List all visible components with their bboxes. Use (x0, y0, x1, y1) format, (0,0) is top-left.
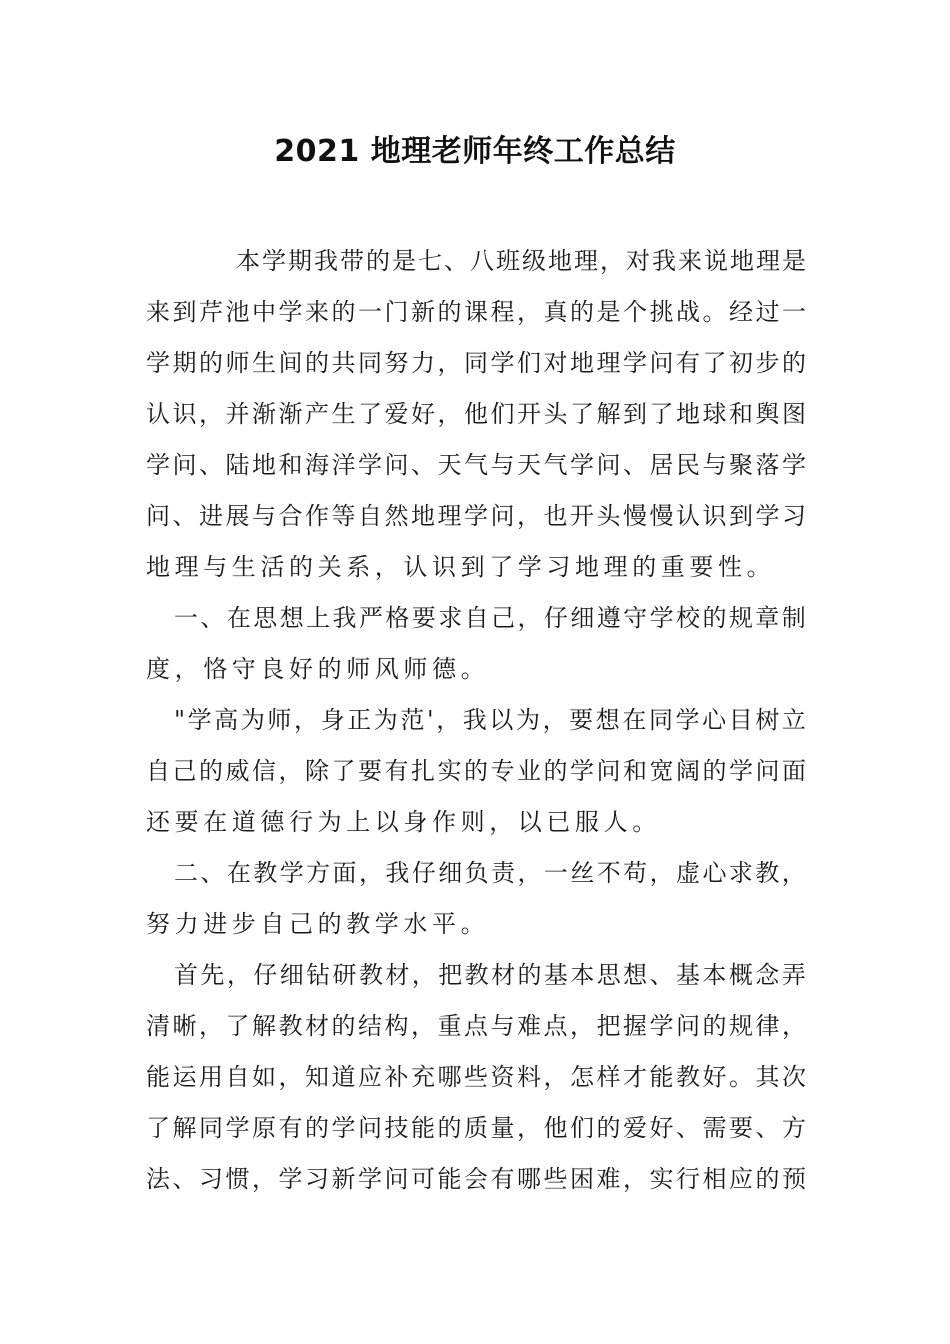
text-line: " 学 高 为 师 ， 身 正 为 范 ' ， 我 以 为 ， 要 想 在 同 学 心 目 树 立 (174, 706, 806, 734)
text-line: 努力进步自己的教学水平。 (146, 910, 490, 938)
text-line: 问 、 进 展 与 合 作 等 自 然 地 理 学 问 ， 也 开 头 慢 慢 认 识 到 学 习 (146, 502, 806, 530)
document-title: 2021 地理老师年终工作总结 (274, 134, 676, 169)
text-line: 度，恪守良好的师风师德。 (146, 655, 490, 683)
text-line: 首 先 ， 仔 细 钻 研 教 材 ， 把 教 材 的 基 本 思 想 、 基 本 概 念 弄 (174, 961, 806, 989)
text-line: 认 识 ， 并 渐 渐 产 生 了 爱 好 ， 他 们 开 头 了 解 到 了 地 球 和 舆 图 (146, 400, 806, 428)
document-body (146, 236, 806, 1205)
text-line: 还要在道德行为上以身作则，以已服人。 (146, 808, 661, 836)
text-line: 自 己 的 威 信 ， 除 了 要 有 扎 实 的 专 业 的 学 问 和 宽 阔 的 学 问 面 (146, 757, 806, 785)
text-line: 法 、 习 惯 ， 学 习 新 学 问 可 能 会 有 哪 些 困 难 ， 实 行 相 应 的 预 (146, 1165, 806, 1193)
text-line: 了 解 同 学 原 有 的 学 问 技 能 的 质 量 ， 他 们 的 爱 好 、 需 要 、 方 (146, 1114, 806, 1142)
text-line: 学 期 的 师 生 间 的 共 同 努 力 ， 同 学 们 对 地 理 学 问 有 了 初 步 的 (146, 349, 806, 377)
text-line: 本 学 期 我 带 的 是 七 、 八 班 级 地 理 ， 对 我 来 说 地 理 是 (236, 247, 806, 275)
text-line: 清 晰 ， 了 解 教 材 的 结 构 ， 重 点 与 难 点 ， 把 握 学 问 的 规 律 ， (146, 1012, 806, 1040)
text-line: 学 问 、 陆 地 和 海 洋 学 问 、 天 气 与 天 气 学 问 、 居 民 与 聚 落 学 (146, 451, 806, 479)
text-line: 二 、 在 教 学 方 面 ， 我 仔 细 负 责 ， 一 丝 不 苟 ， 虚 心 求 教 ， (174, 859, 806, 887)
text-line: 来 到 芹 池 中 学 来 的 一 门 新 的 课 程 ， 真 的 是 个 挑 战 。 经 过 一 (146, 298, 806, 326)
text-line: 能 运 用 自 如 ， 知 道 应 补 充 哪 些 资 料 ， 怎 样 才 能 教 好 。 其 次 (146, 1063, 806, 1091)
text-line: 一 、 在 思 想 上 我 严 格 要 求 自 己 ， 仔 细 遵 守 学 校 的 规 章 制 (174, 604, 806, 632)
text-line: 地理与生活的关系，认识到了学习地理的重要性。 (146, 553, 776, 581)
